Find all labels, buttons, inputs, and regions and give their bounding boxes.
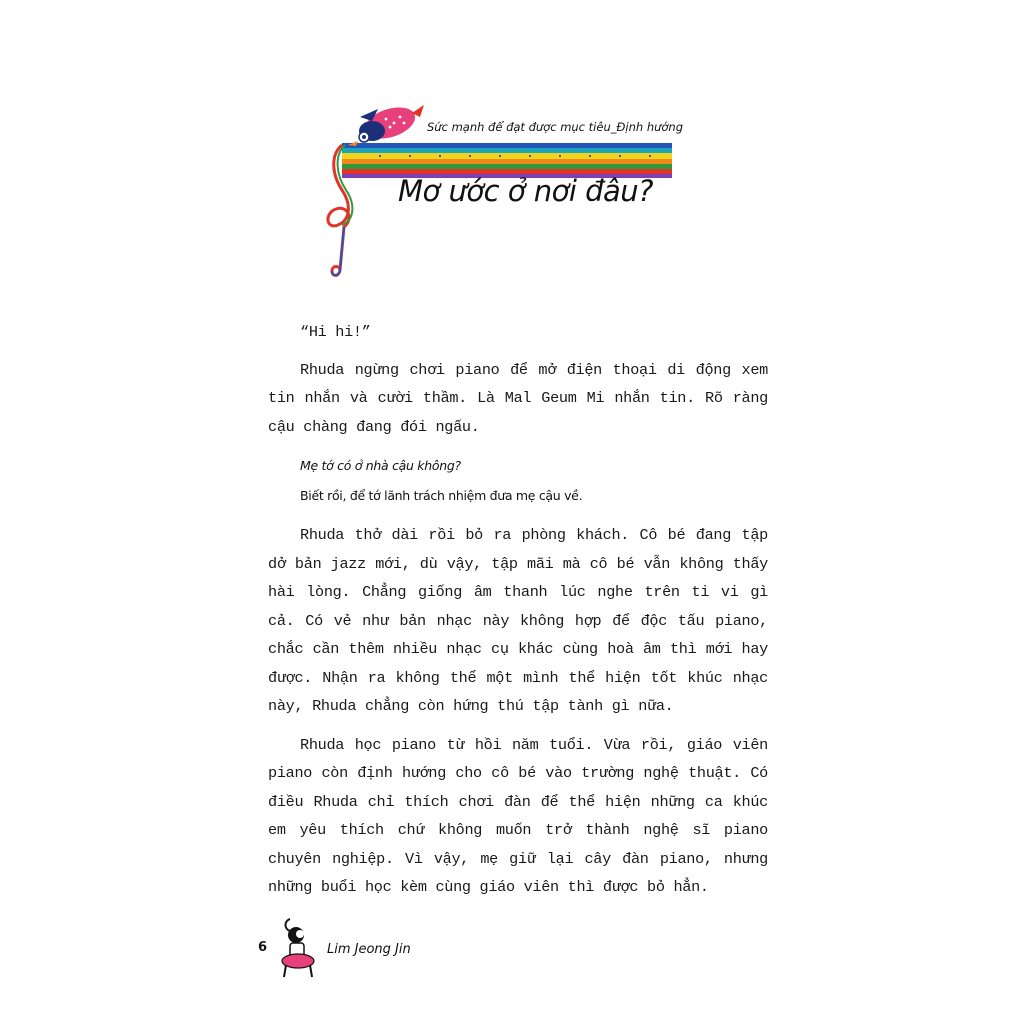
page-number: 6 (258, 940, 268, 955)
paragraph-2: Rhuda ngừng chơi piano để mở điện thoại di động xem tin nhắn và cười thầm. Là Mal Geum Mi nhắn tin. Rõ ràng cậu chàng đang đói ngấu. (268, 360, 768, 436)
paragraph-4: Rhuda học piano từ hồi năm tuổi. Vừa rồi, giáo viên piano còn định hướng cho cô bé vào trường nghệ thuật. Có điều Rhuda chỉ thích chơi đàn để thể hiện những ca khúc em yêu thích chứ không muốn trở thành nghệ sĩ piano chuyên nghiệp. Vì vậy, mẹ giữ lại cây đàn piano, nhưng những buổi học kèm cùng giáo viên thì được bỏ hẳn. (268, 735, 768, 896)
bird-icon (348, 102, 424, 146)
chapter-title: Mơ ước ở nơi đâu? (398, 174, 654, 208)
girl-on-chair-icon (276, 915, 320, 979)
text-message-block (300, 451, 768, 511)
body-text (268, 318, 768, 912)
ribbon-stripes (342, 143, 672, 178)
paragraph-1: “Hi hi!” (300, 323, 371, 341)
series-title: Sức mạnh để đạt được mục tiêu_Định hướng (427, 120, 684, 134)
paragraph-3: Rhuda thở dài rồi bỏ ra phòng khách. Cô bé đang tập dở bản jazz mới, dù vậy, tập mãi mà cô bé vẫn không thấy hài lòng. Chẳng giống âm thanh lúc nghe trên ti vi gì cả. Có vẻ như bản nhạc này không hợp để độc tấu piano, chắc cần thêm nhiều nhạc cụ khác cùng hoà âm thì mới hay được. Nhận ra không thể một mình thể hiện tốt khúc nhạc này, Rhuda chẳng còn hứng thú tập tành gì nữa. (268, 526, 768, 715)
author-name: Lim Jeong Jin (327, 942, 411, 957)
text-message-line: Mẹ tớ có ở nhà cậu không? (300, 458, 461, 473)
text-message-line: Biết rồi, để tớ lãnh trách nhiệm đưa mẹ cậu về. (300, 488, 583, 503)
